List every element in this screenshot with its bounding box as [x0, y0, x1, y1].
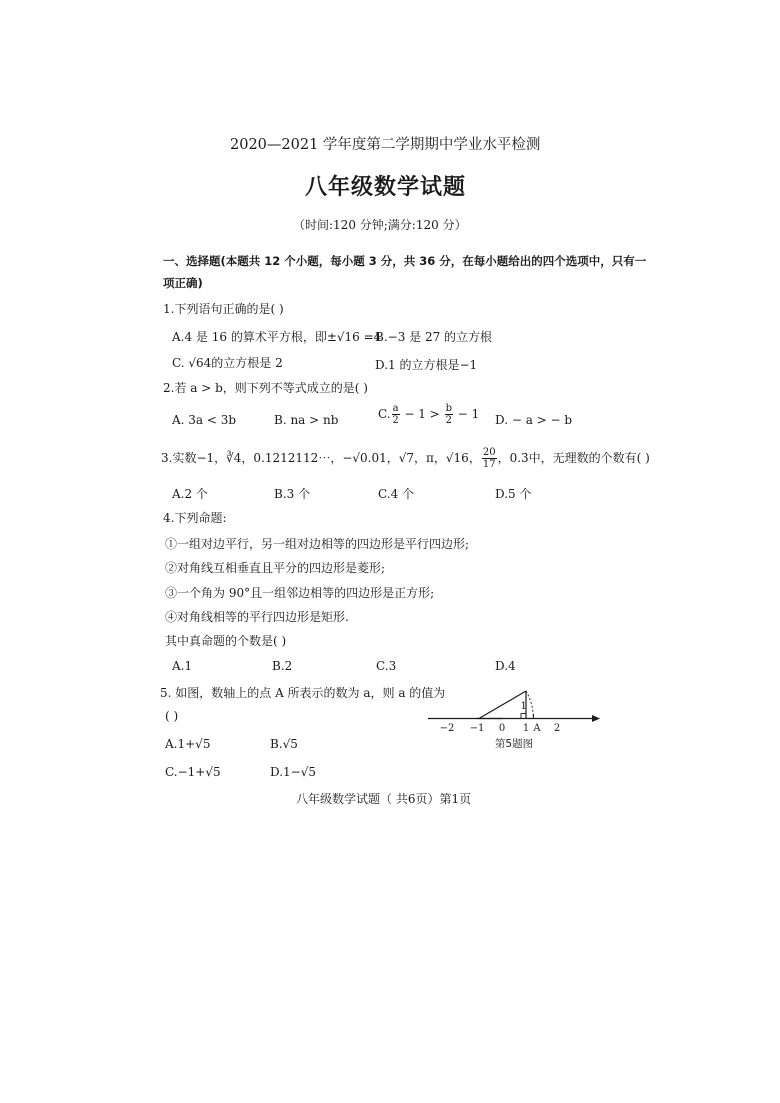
section-heading-line1: 一、选择题(本题共 12 个小题，每小题 3 分，共 36 分，在每小题给出的四个选项中，只有一 [163, 254, 647, 268]
q1-option-c: C. √64的立方根是 2 [172, 356, 283, 370]
q3-frac-den: 17 [482, 459, 496, 470]
q3-stem-part2: ，0.3̇中，无理数的个数有( ) [497, 451, 650, 465]
exam-title: 2020—2021 学年度第二学期期中学业水平检测 [230, 137, 541, 153]
q5-answer-paren: ( ) [165, 709, 179, 723]
q5-number-line-figure [420, 680, 610, 755]
right-angle-marker [521, 714, 526, 719]
q2-option-d: D. − a > − b [495, 413, 573, 427]
q1-option-d: D.1 的立方根是−1 [375, 358, 478, 372]
q5-option-a: A.1+√5 [165, 737, 211, 751]
q4-option-b: B.2 [272, 659, 293, 673]
page-footer: 八年级数学试题（ 共6页）第1页 [296, 792, 472, 806]
q3-option-c: C.4 个 [378, 487, 415, 501]
q4-statement-4: ④对角线相等的平行四边形是矩形. [165, 610, 349, 624]
q4-question: 其中真命题的个数是( ) [165, 634, 287, 648]
q2-option-c-prefix: C. [378, 407, 391, 421]
q3-frac-num: 20 [482, 447, 496, 458]
number-line-arrow [592, 715, 600, 722]
q4-option-a: A.1 [172, 659, 193, 673]
q4-statement-1: ①一组对边平行，另一组对边相等的四边形是平行四边形; [165, 537, 470, 551]
q2-fraction-a-over-2 [392, 403, 400, 426]
q5-option-b: B.√5 [270, 737, 298, 751]
q3-fraction-20-17 [482, 447, 497, 470]
q3-option-d: D.5 个 [495, 487, 532, 501]
q2-frac2-num: b [445, 403, 452, 414]
subject-title: 八年级数学试题 [305, 175, 467, 200]
tick-label-1: 1 [522, 723, 530, 734]
question-2-stem: 2.若 a > b，则下列不等式成立的是( ) [163, 381, 368, 395]
q3-stem-part1: 3.实数−1，∛4，0.1212112⋯，−√0.01，√7，π，√16， [161, 451, 481, 465]
tick-label-0: 0 [498, 723, 506, 734]
triangle-hypotenuse [479, 691, 526, 719]
q5-option-c: C.−1+√5 [165, 765, 221, 779]
q2-option-b: B. na > nb [274, 413, 339, 427]
compass-arc [526, 691, 533, 719]
q2-option-c-mid: − 1 > [400, 407, 444, 421]
figure-caption: 第5题图 [494, 738, 534, 750]
exam-meta: （时间:120 分钟;满分:120 分） [293, 218, 467, 232]
tick-label-2: 2 [553, 723, 561, 734]
question-4-stem: 4.下列命题: [163, 511, 227, 525]
tick-label-neg1: −1 [469, 723, 485, 734]
q5-option-d: D.1−√5 [270, 765, 316, 779]
question-1-stem: 1.下列语句正确的是( ) [163, 302, 284, 316]
q2-fraction-b-over-2 [445, 403, 453, 426]
point-a-label: A [533, 723, 541, 734]
section-heading-line2: 项正确) [163, 276, 203, 290]
q2-option-c-tail: − 1 [453, 407, 480, 421]
q4-statement-3: ③一个角为 90°且一组邻边相等的四边形是正方形; [165, 586, 435, 600]
q3-option-b: B.3 个 [274, 487, 311, 501]
q2-frac1-num: a [392, 403, 399, 414]
q2-option-c [378, 403, 479, 426]
q4-option-c: C.3 [376, 659, 397, 673]
q4-option-d: D.4 [495, 659, 516, 673]
q4-statement-2: ②对角线互相垂直且平分的四边形是菱形; [165, 561, 386, 575]
question-3-stem [161, 447, 650, 470]
tick-label-neg2: −2 [439, 723, 455, 734]
q2-option-a: A. 3a < 3b [172, 413, 237, 427]
question-5-stem: 5. 如图，数轴上的点 A 所表示的数为 a，则 a 的值为 [160, 686, 446, 700]
q1-option-b: B.−3 是 27 的立方根 [375, 330, 493, 344]
q3-option-a: A.2 个 [172, 487, 208, 501]
q2-frac1-den: 2 [392, 415, 399, 426]
side-length-label: 1 [520, 701, 527, 712]
q2-frac2-den: 2 [445, 415, 452, 426]
q1-option-a: A.4 是 16 的算术平方根，即±√16 =4 [172, 330, 382, 344]
